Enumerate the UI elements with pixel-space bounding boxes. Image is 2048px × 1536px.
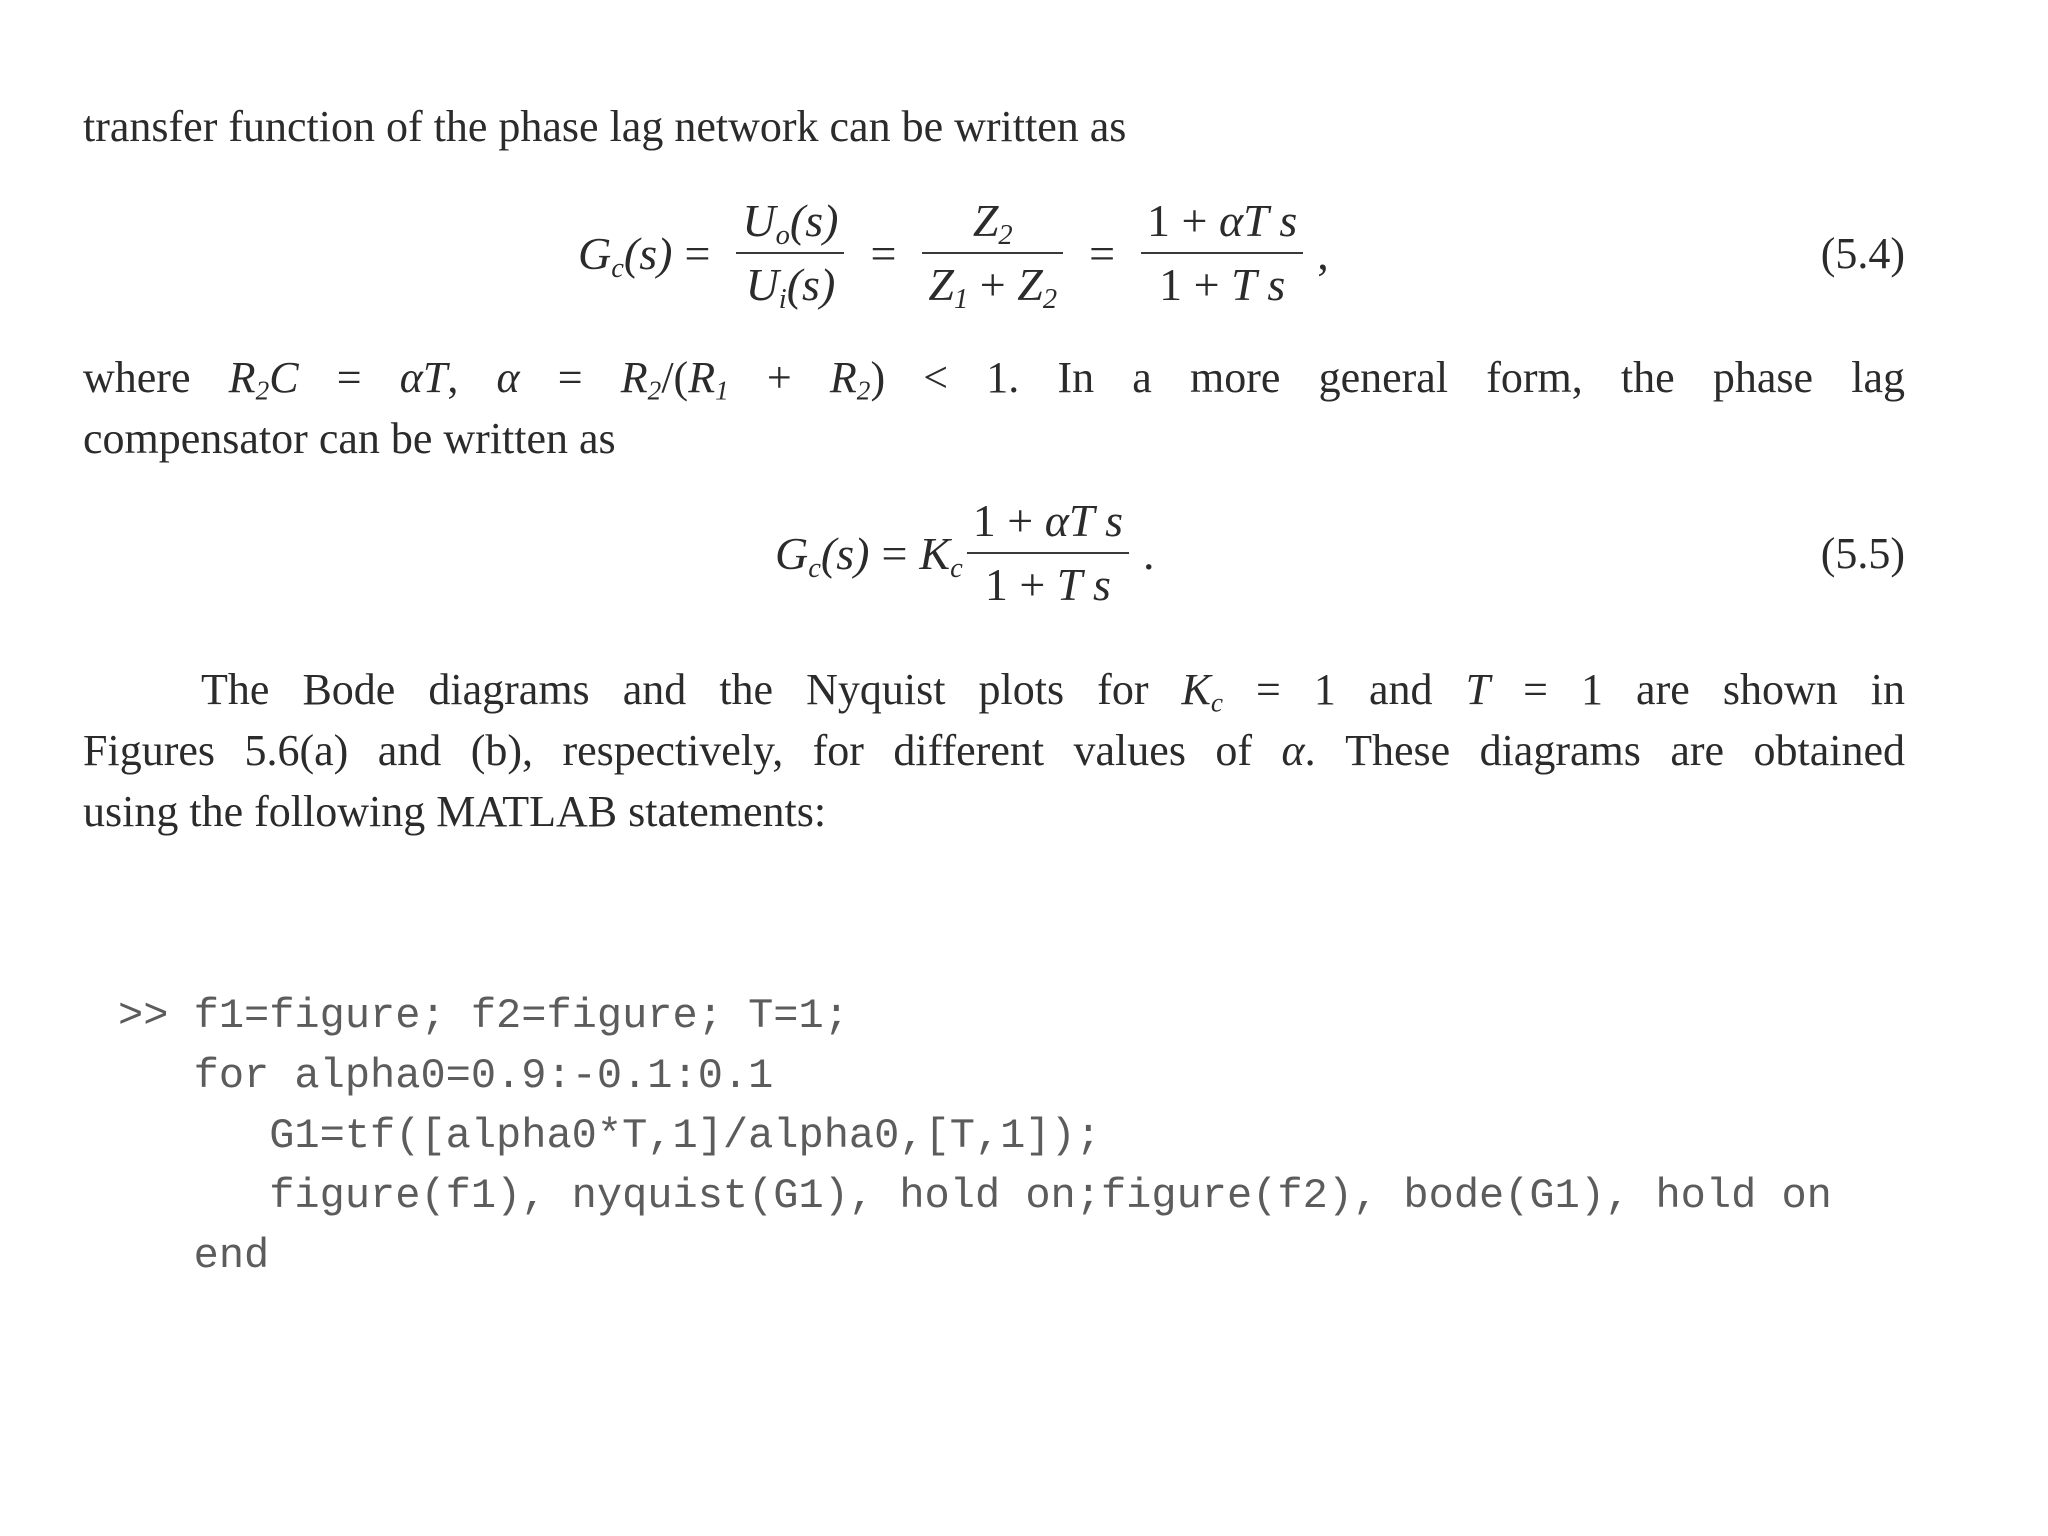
eq55-lhs: $G_c(s)$ bbox=[775, 527, 870, 584]
paragraph-where-line-1-text: In a more general form, the phase lag bbox=[1057, 353, 1905, 402]
eq55-period: . bbox=[1143, 527, 1155, 579]
equation-number-5-5: (5.5) bbox=[1820, 528, 1905, 578]
eq55-numerator: 1 + αT s bbox=[972, 495, 1124, 546]
eq54-frac1-numerator: $U_o(s)$ bbox=[742, 195, 839, 251]
eq54-fraction-2 bbox=[922, 190, 1063, 316]
eq54-frac1-denominator: $U_i(s)$ bbox=[745, 259, 836, 315]
paragraph-bode-line-2: Figures 5.6(a) and (b), respectively, for different values of α. These diagrams are obtained bbox=[83, 726, 1905, 775]
code-line: G1=tf([alpha0*T,1]/alpha0,[T,1]); bbox=[118, 1112, 1101, 1160]
eq55-fraction bbox=[967, 490, 1129, 616]
paragraph-intro-line: transfer function of the phase lag network can be written as bbox=[83, 102, 1127, 151]
paragraph-bode bbox=[83, 659, 1905, 842]
paragraph-where-line-1: where $R_2C = \alpha T$, $\alpha = R_2/(R_1 + R_2) < 1$. In a more general form, the phase lag bbox=[83, 353, 1905, 406]
equation-5-4-body bbox=[578, 183, 1329, 323]
eq54-equals-2: = bbox=[870, 227, 897, 279]
paragraph-where bbox=[83, 347, 1905, 469]
code-line: for alpha0=0.9:-0.1:0.1 bbox=[118, 1052, 774, 1100]
code-line: end bbox=[118, 1232, 270, 1280]
eq55-denominator: 1 + T s bbox=[984, 559, 1111, 610]
paragraph-intro bbox=[83, 96, 1905, 157]
eq54-equals-1: = bbox=[684, 227, 711, 279]
equation-5-4 bbox=[83, 183, 1905, 323]
eq55-equals: = bbox=[881, 527, 908, 579]
page-content bbox=[83, 96, 1905, 842]
eq54-equals-3: = bbox=[1089, 227, 1116, 279]
eq54-lhs: $G_c(s)$ bbox=[578, 227, 673, 284]
eq54-frac2-numerator: $Z_2$ bbox=[972, 195, 1013, 251]
eq54-fraction-3 bbox=[1141, 190, 1303, 316]
equation-5-5-body bbox=[775, 483, 1155, 623]
paragraph-where-line-2: compensator can be written as bbox=[83, 414, 616, 463]
equation-5-5 bbox=[83, 483, 1905, 623]
eq54-comma: , bbox=[1317, 227, 1329, 279]
paragraph-bode-line-1: The Bode diagrams and the Nyquist plots for $K_c = 1$ and T = 1 are shown in bbox=[201, 665, 1905, 718]
eq54-frac3-denominator: 1 + T s bbox=[1159, 259, 1286, 310]
code-line: figure(f1), nyquist(G1), hold on;figure(f2), bode(G1), hold on bbox=[118, 1172, 1832, 1220]
eq54-frac3-numerator: 1 + αT s bbox=[1147, 195, 1298, 246]
equation-number-5-4: (5.4) bbox=[1820, 228, 1905, 278]
eq55-gain: $K_c$ bbox=[919, 527, 963, 584]
eq54-fraction-1 bbox=[736, 190, 844, 316]
matlab-code-block bbox=[118, 986, 1832, 1286]
eq54-frac2-denominator: $Z_1 + Z_2$ bbox=[928, 259, 1058, 315]
code-line: >> f1=figure; f2=figure; T=1; bbox=[118, 992, 849, 1040]
paragraph-bode-line-3: using the following MATLAB statements: bbox=[83, 787, 827, 836]
